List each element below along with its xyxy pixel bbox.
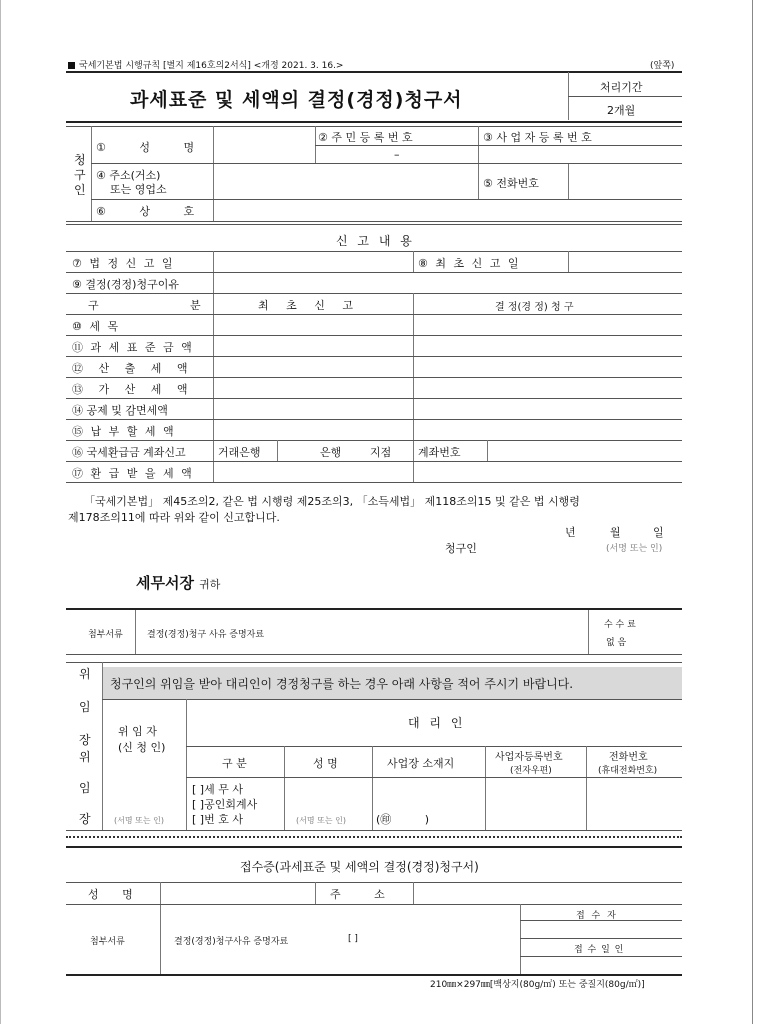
refund-amount-label: ⑰ 환 급 받 을 세 액 [72, 467, 194, 480]
bank-unit: 은행 [320, 446, 342, 459]
divider [413, 882, 414, 904]
divider [66, 356, 682, 357]
delegation-side-3: 장 [79, 733, 91, 747]
refund-account-label: ⑯ 국세환급금 계좌신고 [72, 446, 186, 459]
divider [102, 662, 103, 830]
report-heading: 신 고 내 용 [336, 234, 415, 248]
divider [66, 461, 682, 462]
divider [91, 199, 682, 200]
claimant-section-3: 인 [74, 183, 86, 197]
divider [520, 904, 521, 974]
row-additional-tax: ⑬ 가 산 세 액 [72, 383, 188, 396]
attachments-label: 첨부서류 [88, 630, 123, 640]
divider [568, 251, 569, 272]
divider [66, 830, 682, 831]
divider [186, 777, 682, 778]
delegation-side-2: 임 [79, 700, 91, 714]
divider [66, 882, 682, 883]
divider [66, 224, 682, 225]
divider [568, 96, 682, 97]
delegation-side-4: 위 [79, 750, 91, 764]
divider [487, 440, 488, 461]
agent-zip: (㊞ ) [376, 813, 430, 826]
delegation-side-1: 위 [79, 667, 91, 681]
rrn-dash: – [394, 148, 400, 161]
recipient-suffix: 귀하 [199, 578, 221, 591]
divider [520, 920, 682, 921]
brn-label: ③ 사 업 자 등 록 번 호 [483, 131, 592, 144]
declaration-line-1: 「국세기본법」 제45조의2, 같은 법 시행령 제25조의3, 「소득세법」 제118조의15 및 같은 법 시행령 [84, 495, 580, 508]
receipt-title: 접수증(과세표준 및 세액의 결정(경정)청구서) [240, 860, 479, 874]
claimant-section-2: 구 [74, 168, 86, 182]
rrn-label: ② 주 민 등 록 번 호 [318, 131, 413, 144]
row-tax-item: ⑩ 세 목 [72, 320, 121, 333]
legal-date-label: ⑦ 법 정 신 고 일 [72, 257, 175, 270]
trade-name-label: ⑥ 상 호 [96, 205, 195, 218]
divider [66, 377, 682, 378]
delegation-notice: 청구인의 위임을 받아 대리인이 경정청구를 하는 경우 아래 사항을 적어 주시기 바랍니다. [110, 677, 574, 691]
divider [91, 126, 92, 221]
address-label-1: ④ 주소(거소) [96, 169, 161, 182]
divider [91, 163, 682, 164]
delegator-label: 위 임 자 [118, 725, 157, 738]
delegator-sign-hint: (서명 또는 인) [114, 816, 164, 825]
page-right-edge [752, 0, 753, 1024]
col-type: 구 분 [222, 757, 247, 770]
divider [66, 398, 682, 399]
divider [568, 163, 569, 199]
claimant-sign-hint: (서명 또는 인) [606, 544, 663, 554]
divider [586, 746, 587, 830]
cut-line [66, 836, 682, 838]
divider [186, 746, 682, 747]
col-initial: 최 초 신 고 [258, 299, 353, 312]
row-tax-base: ⑪ 과 세 표 준 금 액 [72, 341, 194, 354]
processing-period-label: 처리기간 [600, 81, 643, 94]
col-gu: 구 [88, 299, 99, 312]
divider [413, 293, 414, 482]
divider [66, 904, 682, 905]
col-claim: 결 정(경 정) 청 구 [495, 302, 574, 313]
branch-unit: 지점 [370, 446, 392, 459]
col-name: 성 명 [313, 757, 338, 770]
option-attorney: [ ]번 호 사 [192, 813, 243, 826]
recipient-office: 세무서장 [136, 574, 194, 592]
receipt-attachments-label: 첨부서류 [90, 937, 125, 947]
rule [66, 846, 682, 848]
divider [66, 335, 682, 336]
divider [213, 251, 214, 482]
receipt-address-label: 주 소 [330, 888, 385, 901]
divider [520, 956, 682, 957]
divider [66, 221, 682, 222]
divider [66, 314, 682, 315]
receipt-attachments-check: [ ] [348, 934, 358, 944]
address-label-2: 또는 영업소 [110, 183, 167, 196]
first-date-label: ⑧ 최 초 신 고 일 [418, 257, 521, 270]
rule [66, 126, 682, 127]
row-computed-tax: ⑫ 산 출 세 액 [72, 362, 188, 375]
divider [160, 882, 161, 974]
agent-label: 대 리 인 [408, 716, 466, 730]
divider [372, 746, 373, 830]
col-brn: 사업자등록번호 [495, 752, 563, 763]
divider [315, 882, 316, 904]
agent-sign-hint: (서명 또는 인) [296, 816, 346, 825]
claimant-sign-label: 청구인 [445, 542, 477, 555]
delegation-side-6: 장 [79, 812, 91, 826]
paper-spec: 210㎜×297㎜[백상지(80g/㎡) 또는 중질지(80g/㎡)] [430, 980, 645, 990]
phone-label: ⑤ 전화번호 [483, 177, 539, 190]
divider [213, 126, 214, 221]
option-cpa: [ ]공인회계사 [192, 798, 258, 811]
divider [413, 251, 414, 272]
regulation-info: 국세기본법 시행규칙 [별지 제16호의2서식] <개정 2021. 3. 16.> [68, 58, 343, 71]
divider [66, 293, 682, 294]
date-day: 일 [653, 526, 664, 539]
declaration-line-2: 제178조의11에 따라 위와 같이 신고합니다. [68, 511, 280, 524]
fee-value: 없 음 [606, 638, 627, 648]
divider [284, 746, 285, 830]
col-bun: 분 [190, 299, 201, 312]
date-month: 월 [610, 526, 621, 539]
claimant-section-1: 청 [74, 153, 86, 167]
receipt-name-label: 성 명 [88, 888, 133, 901]
account-label: 계좌번호 [418, 446, 461, 459]
divider [588, 610, 589, 654]
processing-period-value: 2개월 [607, 104, 636, 117]
name-label: ① 성 명 [96, 141, 195, 154]
page-left-edge [0, 0, 1, 1024]
delegator-sub-label: (신 청 인) [118, 741, 166, 754]
divider [485, 746, 486, 830]
form-title: 과세표준 및 세액의 결정(경정)청구서 [130, 89, 463, 111]
row-payable: ⑮ 납 부 할 세 액 [72, 425, 176, 438]
divider [66, 251, 682, 252]
divider [315, 145, 682, 146]
rule [66, 974, 682, 976]
option-tax-accountant: [ ]세 무 사 [192, 783, 243, 796]
fee-label: 수 수 료 [604, 620, 636, 630]
divider [66, 482, 682, 483]
col-address: 사업장 소재지 [387, 757, 455, 770]
divider [66, 440, 682, 441]
row-deduction: ⑭ 공제 및 감면세액 [72, 404, 168, 417]
reason-label: ⑨ 결정(경정)청구이유 [72, 278, 179, 291]
col-brn-sub: (전자우편) [510, 766, 552, 776]
date-year: 년 [565, 526, 576, 539]
divider [277, 440, 278, 461]
divider [102, 699, 682, 700]
receipt-attachments-value: 결정(경정)청구사유 증명자료 [174, 937, 289, 947]
rule [66, 608, 682, 610]
divider [66, 662, 682, 663]
divider [520, 938, 682, 939]
divider [66, 654, 682, 655]
rule [66, 121, 682, 123]
col-phone: 전화번호 [609, 752, 648, 763]
receipt-receiver: 접 수 자 [576, 911, 618, 921]
divider [66, 272, 682, 273]
recipient [136, 572, 220, 593]
receipt-date: 접 수 일 인 [574, 945, 625, 955]
divider [186, 699, 187, 830]
col-phone-sub: (휴대전화번호) [598, 766, 658, 776]
page-side: (앞쪽) [650, 61, 675, 71]
top-rule [66, 71, 682, 73]
delegation-side-5: 임 [79, 781, 91, 795]
attachments-value: 결정(경정)청구 사유 증명자료 [147, 630, 265, 640]
bank-label: 거래은행 [218, 446, 261, 459]
divider [66, 419, 682, 420]
divider [135, 610, 136, 654]
